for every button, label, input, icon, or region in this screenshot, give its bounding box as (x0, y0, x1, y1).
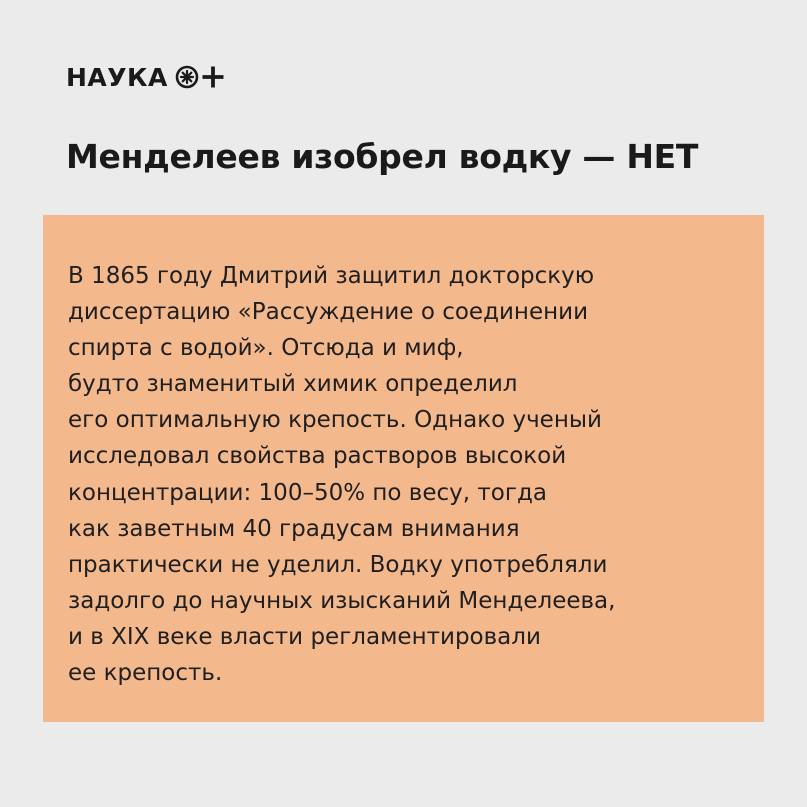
text-line: как заветным 40 градусам внимания (68, 515, 520, 542)
info-card (43, 215, 764, 722)
text-line: будто знаменитый химик определил (68, 371, 518, 398)
page-title: Менделеев изобрел водку — НЕТ (66, 137, 699, 176)
card-body (68, 258, 758, 691)
brand-name: НАУКА (66, 62, 168, 92)
sun-plus-logo-icon (174, 64, 226, 90)
text-line: и в XIX веке власти регламентировали (68, 623, 541, 650)
text-line: исследовал свойства растворов высокой (68, 443, 567, 470)
text-line: практически не уделил. Водку употребляли (68, 551, 608, 578)
brand-logo (66, 60, 226, 94)
text-line: задолго до научных изысканий Менделеева, (68, 587, 616, 614)
text-line: спирта с водой». Отсюда и миф, (68, 335, 464, 362)
text-line: его оптимальную крепость. Однако ученый (68, 407, 602, 434)
text-line: диссертацию «Рассуждение о соединении (68, 299, 589, 326)
text-line: концентрации: 100–50% по весу, тогда (68, 479, 547, 506)
text-line: В 1865 году Дмитрий защитил докторскую (68, 263, 595, 289)
text-line: ее крепость. (68, 660, 223, 687)
